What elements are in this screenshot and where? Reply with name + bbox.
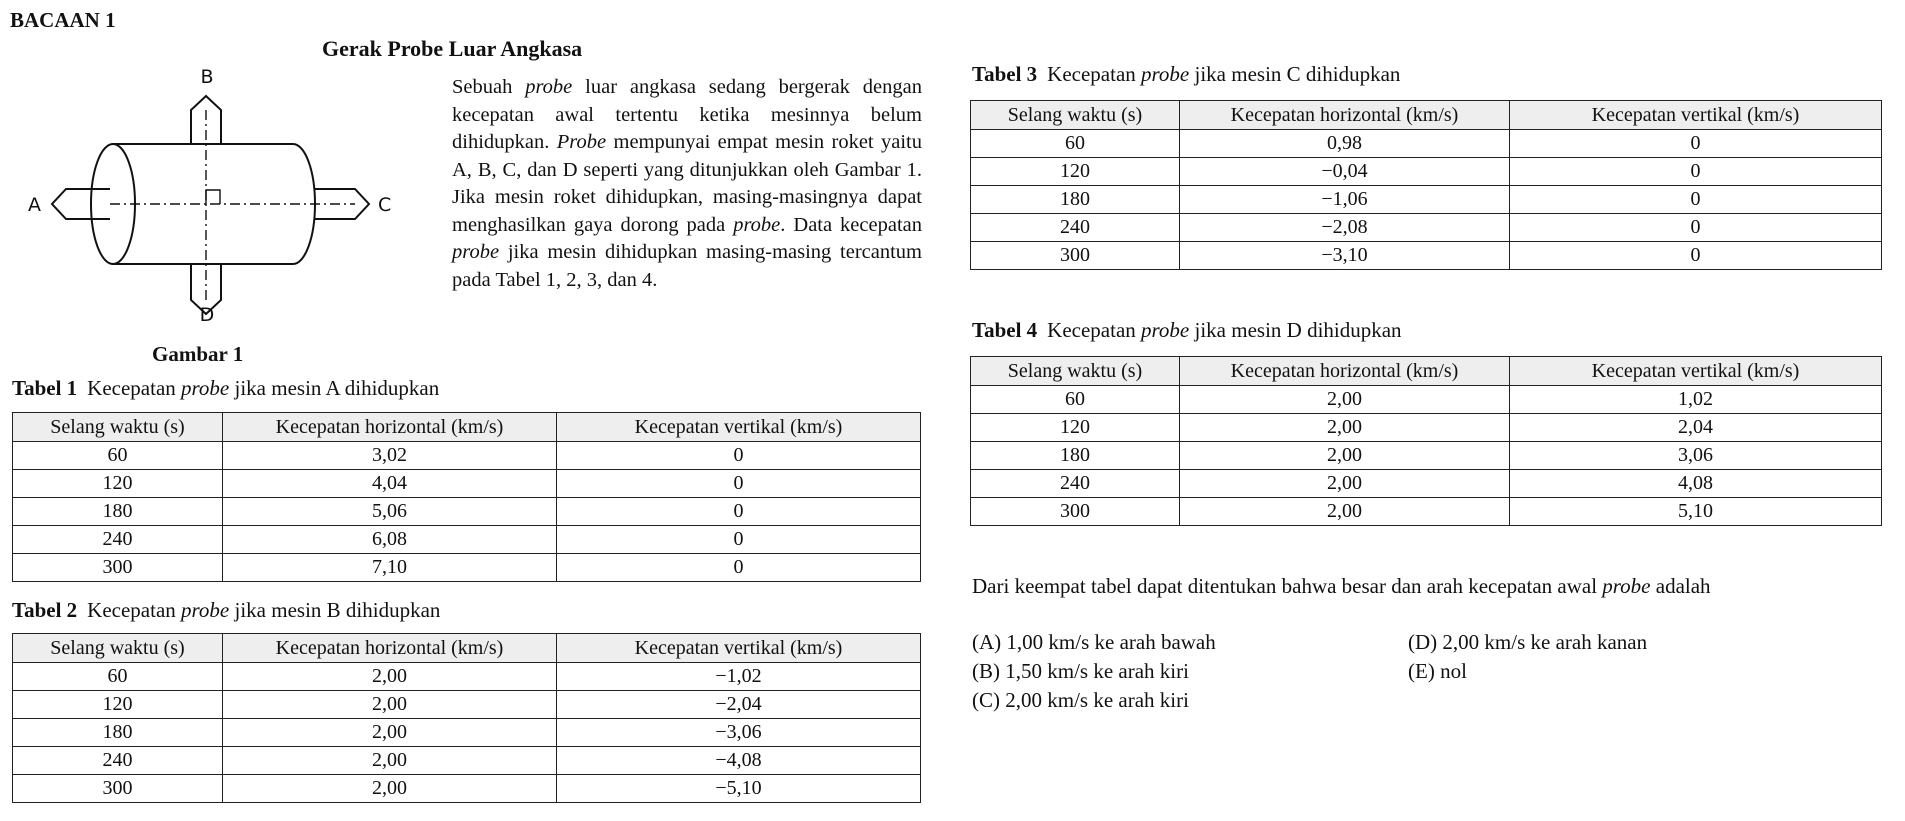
table-header-row: [13, 413, 921, 442]
table-row: 240 6,08 0: [13, 526, 921, 554]
table-row: 120 2,00 2,04: [971, 414, 1882, 442]
table-row: 180 2,00 3,06: [971, 442, 1882, 470]
table-row: 240 2,00 −4,08: [13, 747, 921, 775]
col-header-vertical: Kecepatan vertikal (km/s): [557, 634, 921, 663]
option-c[interactable]: (C) 2,00 km/s ke arah kiri: [972, 688, 1189, 712]
passage: Sebuah probe luar angkasa sedang bergerak dengan kecepatan awal tertentu ketika mesinnya belum dihidupkan. Probe mempunyai empat mesin roket yaitu A, B, C, dan D seperti yang ditunjukkan oleh Gambar 1. Jika mesin roket dihidupkan, masing-masingnya dapat menghasilkan gaya dorong pada probe. Data kecepatan probe jika mesin dihidupkan masing-masing tercantum pada Tabel 1, 2, 3, dan 4.: [452, 76, 923, 291]
question-text: Dari keempat tabel dapat ditentukan bahwa besar dan arah kecepatan awal probe adalah: [972, 574, 1711, 598]
table-row: 60 0,98 0: [971, 130, 1882, 158]
table-1-caption: Tabel 1 Kecepatan probe jika mesin A dihidupkan: [12, 376, 440, 400]
section-heading: BACAAN 1: [10, 8, 116, 32]
label-b: B: [200, 66, 214, 88]
table-row: 180 −1,06 0: [971, 186, 1882, 214]
option-e[interactable]: (E) nol: [1408, 659, 1467, 683]
table-row: 240 −2,08 0: [971, 214, 1882, 242]
table-4-caption: Tabel 4 Kecepatan probe jika mesin D dihidupkan: [972, 318, 1402, 342]
probe-figure: [18, 58, 408, 338]
table-header-row: [13, 634, 921, 663]
right-angle-mark: [206, 190, 220, 204]
col-header-horizontal: Kecepatan horizontal (km/s): [1180, 357, 1510, 386]
table-row: 60 2,00 1,02: [971, 386, 1882, 414]
table-row: 300 2,00 −5,10: [13, 775, 921, 803]
table-row: 180 2,00 −3,06: [13, 719, 921, 747]
col-header-horizontal: Kecepatan horizontal (km/s): [223, 634, 557, 663]
col-header-time: Selang waktu (s): [13, 634, 223, 663]
table-2-caption: Tabel 2 Kecepatan probe jika mesin B dihidupkan: [12, 598, 441, 622]
table-2: [12, 633, 921, 803]
col-header-time: Selang waktu (s): [971, 357, 1180, 386]
table-header-row: [971, 101, 1882, 130]
col-header-time: Selang waktu (s): [971, 101, 1180, 130]
col-header-vertical: Kecepatan vertikal (km/s): [1510, 101, 1882, 130]
figure-caption: Gambar 1: [152, 342, 244, 366]
table-row: 60 3,02 0: [13, 442, 921, 470]
col-header-horizontal: Kecepatan horizontal (km/s): [1180, 101, 1510, 130]
table-3: [970, 100, 1882, 270]
table-row: 60 2,00 −1,02: [13, 663, 921, 691]
col-header-time: Selang waktu (s): [13, 413, 223, 442]
table-3-caption: Tabel 3 Kecepatan probe jika mesin C dihidupkan: [972, 62, 1401, 86]
label-a: A: [28, 194, 41, 216]
option-b[interactable]: (B) 1,50 km/s ke arah kiri: [972, 659, 1189, 683]
engine-a: [52, 189, 110, 219]
story-title: Gerak Probe Luar Angkasa: [322, 36, 583, 61]
table-row: 120 4,04 0: [13, 470, 921, 498]
table-row: 120 −0,04 0: [971, 158, 1882, 186]
table-row: 300 −3,10 0: [971, 242, 1882, 270]
col-header-horizontal: Kecepatan horizontal (km/s): [223, 413, 557, 442]
col-header-vertical: Kecepatan vertikal (km/s): [1510, 357, 1882, 386]
engine-c: [315, 189, 369, 219]
table-row: 120 2,00 −2,04: [13, 691, 921, 719]
label-d: D: [199, 304, 215, 326]
option-d[interactable]: (D) 2,00 km/s ke arah kanan: [1408, 630, 1648, 654]
table-row: 240 2,00 4,08: [971, 470, 1882, 498]
table-row: 300 7,10 0: [13, 554, 921, 582]
option-a[interactable]: (A) 1,00 km/s ke arah bawah: [972, 630, 1216, 654]
table-1: [12, 412, 921, 582]
col-header-vertical: Kecepatan vertikal (km/s): [557, 413, 921, 442]
table-row: 300 2,00 5,10: [971, 498, 1882, 526]
label-c: C: [378, 194, 392, 216]
table-header-row: [971, 357, 1882, 386]
table-row: 180 5,06 0: [13, 498, 921, 526]
table-4: [970, 356, 1882, 526]
